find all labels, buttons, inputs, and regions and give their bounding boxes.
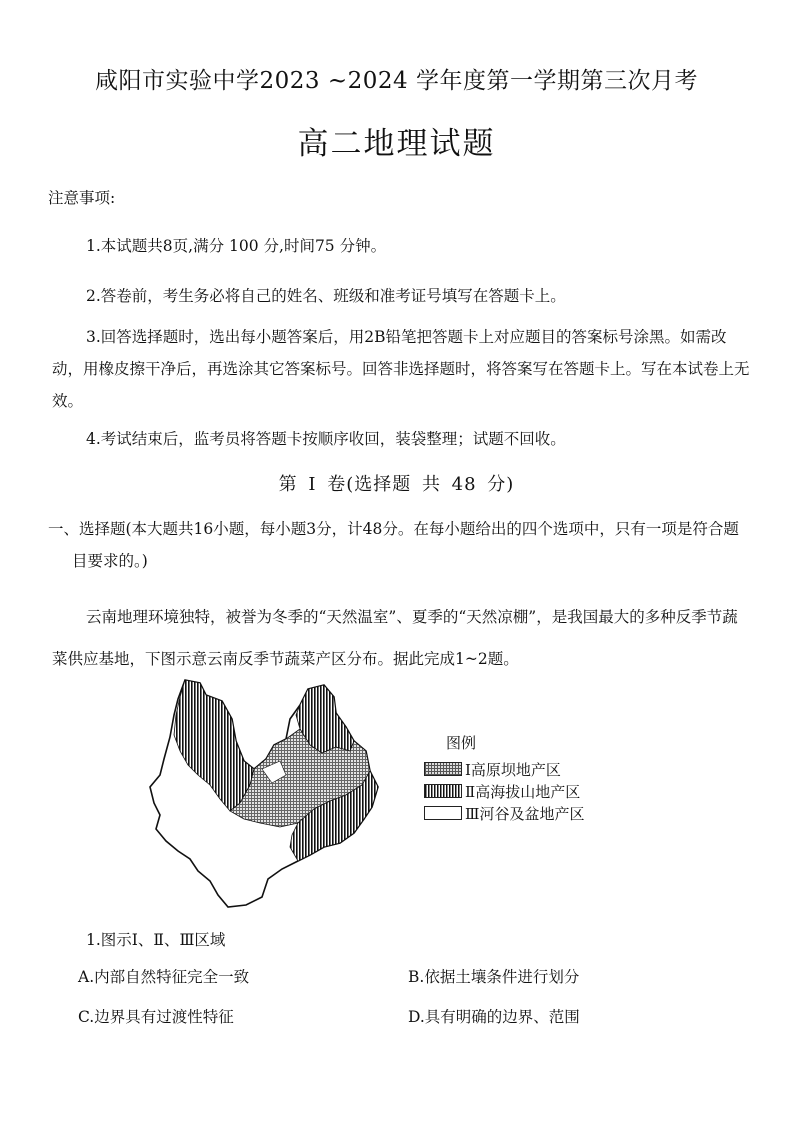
map-legend (420, 732, 620, 832)
section-title: 第 I 卷(选择题 共 48 分) (278, 474, 515, 495)
question-1-option-c: C.边界具有过渡性特征 (78, 1008, 234, 1026)
legend-label: Ⅰ高原坝地产区 (465, 760, 561, 779)
legend-title: 图例 (446, 734, 477, 752)
question-1-option-b: B.依据土壤条件进行划分 (408, 968, 580, 986)
map-svg (140, 675, 440, 915)
notice-item-2: 2.答卷前，考生务必将自己的姓名、班级和准考证号填写在答题卡上。 (86, 287, 566, 305)
question-1-option-d: D.具有明确的边界、范围 (408, 1008, 580, 1026)
blank-swatch-icon (424, 806, 462, 820)
legend-label: Ⅱ高海拔山地产区 (465, 782, 581, 801)
reading-passage: 云南地理环境独特，被誉为冬季的“天然温室”、夏季的“天然凉棚”，是我国最大的多种反季节蔬菜供应基地，下图示意云南反季节蔬菜产区分布。据此完成1~2题。 (52, 608, 738, 668)
school-exam-line: 咸阳市实验中学2023 ~2024 学年度第一学期第三次月考 (95, 68, 698, 94)
legend-item-highland (424, 782, 580, 800)
notice-item-1: 1.本试题共8页,满分 100 分,时间75 分钟。 (86, 237, 387, 255)
crosshatch-swatch-icon (424, 762, 462, 776)
page-title: 高二地理试题 (297, 126, 496, 162)
legend-item-valley (424, 804, 584, 822)
question-1-option-a: A.内部自然特征完全一致 (78, 968, 250, 986)
yunnan-vegetable-map (140, 675, 440, 915)
legend-item-plateau (424, 760, 561, 778)
notice-item-4: 4.考试结束后，监考员将答题卡按顺序收回，装袋整理；试题不回收。 (86, 430, 566, 448)
vertical-lines-swatch-icon (424, 784, 462, 798)
notice-heading: 注意事项: (48, 189, 116, 207)
legend-label: Ⅲ河谷及盆地产区 (465, 804, 585, 823)
question-1-stem: 1.图示Ⅰ、Ⅱ、Ⅲ区域 (86, 931, 226, 949)
section-instruction: 一、选择题(本大题共16小题，每小题3分，计48分。在每小题给出的四个选项中，只有一项是符合题目要求的。) (48, 520, 739, 570)
notice-item-3: 3.回答选择题时，选出每小题答案后，用2B铅笔把答题卡上对应题目的答案标号涂黑。如需改动，用橡皮擦干净后，再选涂其它答案标号。回答非选择题时，将答案写在答题卡上。写在本试卷上无效。 (52, 328, 750, 410)
